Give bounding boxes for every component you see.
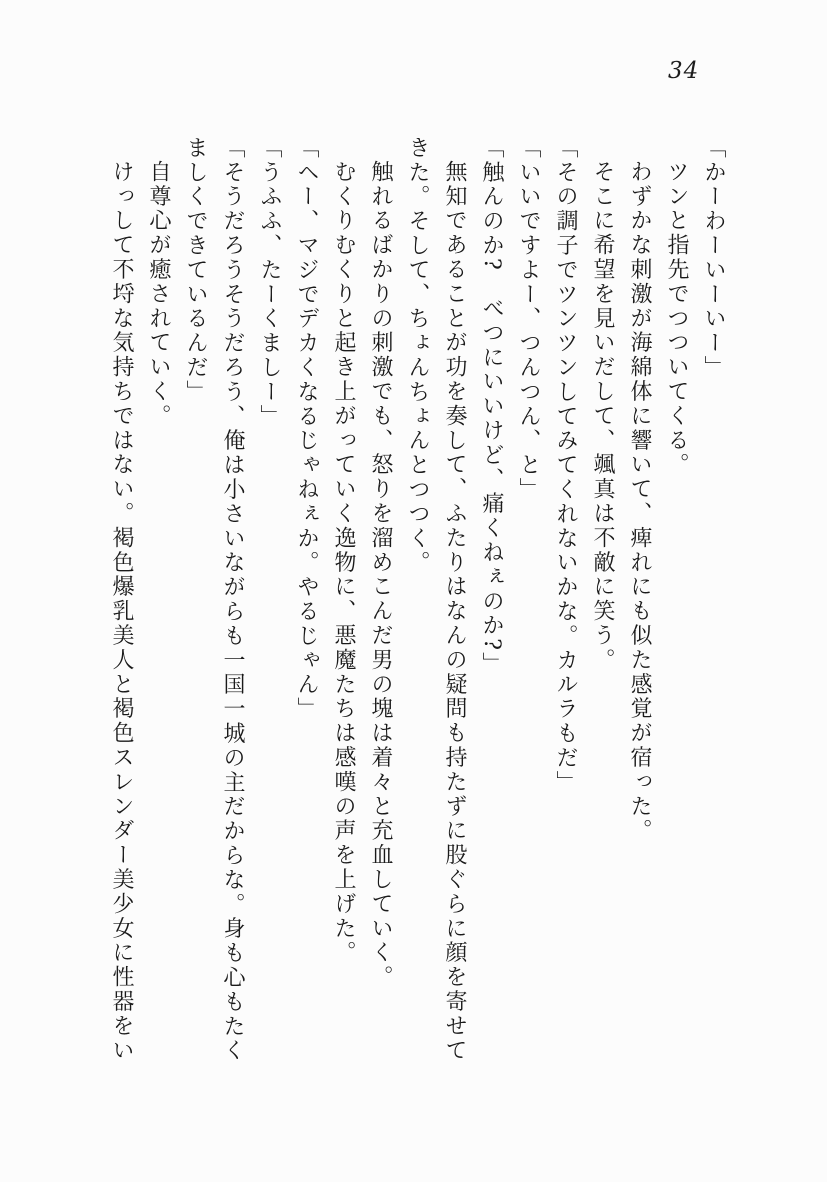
text-line: そこに希望を見いだして、颯真は不敵に笑う。 — [590, 160, 615, 673]
text-line: 「そうだろうそうだろう、俺は小さいながらも一国一城の主だからな。身も心もたく — [220, 136, 245, 1064]
text-line: わずかな刺激が海綿体に響いて、痺れにも似た感覚が宿った。 — [627, 160, 652, 844]
text-line: けっして不埒な気持ちではない。褐色爆乳美人と褐色スレンダー美少女に性器をい — [109, 160, 134, 1064]
text-line: 「その調子でツンツンしてみてくれないかな。カルラもだ」 — [553, 136, 578, 795]
text-line: 「ヘー、マジでデカくなるじゃねぇか。やるじゃん」 — [294, 136, 319, 722]
vertical-text-block — [103, 136, 732, 1138]
text-line: 「いいですよー、つんつん、と」 — [516, 136, 541, 502]
text-line: 「かーわーいーいー」 — [701, 136, 726, 380]
text-line: 触れるばかりの刺激でも、怒りを溜めこんだ男の塊は着々と充血していく。 — [368, 160, 393, 990]
text-line: ツンと指先でつついてくる。 — [664, 160, 689, 478]
text-line: きた。そして、ちょんちょんとつつく。 — [405, 136, 430, 576]
text-line: むくりむくりと起き上がっていく逸物に、悪魔たちは感嘆の声を上げた。 — [331, 160, 356, 966]
text-line: 無知であることが功を奏して、ふたりはなんの疑問も持たずに股ぐらに顔を寄せて — [442, 160, 467, 1064]
text-line: 「触んのか? べつにいいけど、痛くねぇのか?」 — [479, 136, 504, 677]
text-line: 「うふふ、たーくましー」 — [257, 136, 282, 429]
text-line: 自尊心が癒されていく。 — [146, 160, 171, 429]
page-number: 34 — [668, 58, 700, 84]
text-line: ましくできているんだ」 — [183, 136, 208, 405]
